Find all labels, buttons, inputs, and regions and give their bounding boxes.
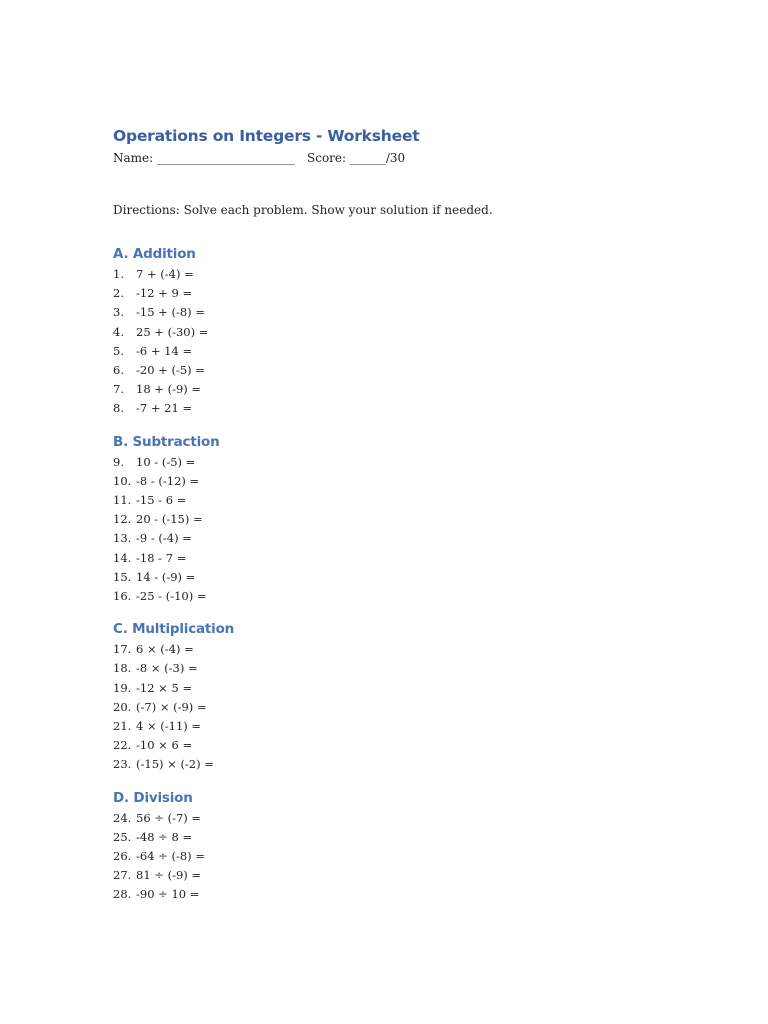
problem-list	[113, 640, 673, 774]
problem-expression: -18 - 7 =	[136, 550, 187, 565]
problem-number: 27.	[113, 868, 132, 883]
problem-number: 17.	[113, 642, 132, 657]
section-heading-addition: A. Addition	[113, 246, 196, 262]
problem-item	[113, 529, 673, 548]
problem-number: 18.	[113, 661, 132, 676]
problem-number: 11.	[113, 493, 132, 508]
problem-list	[113, 809, 673, 905]
page-title: Operations on Integers - Worksheet	[113, 127, 420, 145]
problem-expression: 4 × (-11) =	[136, 719, 202, 734]
problem-expression: 10 - (-5) =	[136, 454, 196, 469]
problem-number: 13.	[113, 531, 132, 546]
problem-item	[113, 342, 673, 361]
problem-item	[113, 491, 673, 510]
problem-sections	[113, 245, 673, 905]
problem-expression: -25 - (-10) =	[136, 589, 207, 604]
problem-number: 23.	[113, 757, 132, 772]
problem-item	[113, 659, 673, 678]
problem-number: 2.	[113, 286, 124, 301]
problem-number: 15.	[113, 569, 132, 584]
problem-item	[113, 568, 673, 587]
problem-expression: 6 × (-4) =	[136, 642, 194, 657]
problem-number: 7.	[113, 382, 124, 397]
problem-expression: -6 + 14 =	[136, 343, 193, 358]
name-field-label: Name: _______________________	[113, 151, 295, 165]
problem-expression: 18 + (-9) =	[136, 382, 202, 397]
problem-number: 22.	[113, 738, 132, 753]
problem-expression: -90 ÷ 10 =	[136, 887, 200, 902]
section-subtraction	[113, 433, 673, 607]
problem-number: 28.	[113, 887, 132, 902]
problem-expression: -48 ÷ 8 =	[136, 829, 193, 844]
problem-item	[113, 587, 673, 606]
problem-item	[113, 549, 673, 568]
problem-item	[113, 847, 673, 866]
problem-number: 3.	[113, 305, 124, 320]
problem-item	[113, 755, 673, 774]
section-heading-subtraction: B. Subtraction	[113, 433, 220, 450]
problem-item	[113, 323, 673, 342]
problem-number: 19.	[113, 680, 132, 695]
problem-expression: 56 ÷ (-7) =	[136, 810, 202, 825]
problem-number: 12.	[113, 512, 132, 527]
problem-number: 5.	[113, 343, 124, 358]
section-heading-division: D. Division	[113, 789, 193, 806]
problem-number: 20.	[113, 699, 132, 714]
problem-expression: -8 - (-12) =	[136, 473, 200, 488]
section-heading-multiplication: C. Multiplication	[113, 621, 235, 638]
problem-item	[113, 679, 673, 698]
problem-expression: -64 ÷ (-8) =	[136, 849, 205, 864]
problem-expression: 20 - (-15) =	[136, 512, 203, 527]
section-addition	[113, 245, 673, 419]
problem-expression: -20 + (-5) =	[136, 363, 205, 378]
problem-item	[113, 453, 673, 472]
problem-expression: -7 + 21 =	[136, 401, 193, 416]
problem-item	[113, 399, 673, 418]
problem-item	[113, 361, 673, 380]
section-division	[113, 789, 673, 905]
problem-item	[113, 284, 673, 303]
problem-item	[113, 736, 673, 755]
problem-number: 16.	[113, 589, 132, 604]
name-score-line	[113, 149, 673, 167]
problem-number: 10.	[113, 473, 132, 488]
problem-item	[113, 472, 673, 491]
problem-item	[113, 717, 673, 736]
problem-number: 9.	[113, 454, 124, 469]
problem-number: 4.	[113, 324, 124, 339]
problem-number: 25.	[113, 829, 132, 844]
problem-item	[113, 510, 673, 529]
problem-list	[113, 265, 673, 419]
problem-item	[113, 303, 673, 322]
problem-expression: (-15) × (-2) =	[136, 757, 214, 772]
problem-expression: 7 + (-4) =	[136, 267, 194, 281]
problem-list	[113, 453, 673, 607]
section-multiplication	[113, 620, 673, 774]
problem-expression: -10 × 6 =	[136, 738, 193, 753]
problem-item	[113, 885, 673, 904]
problem-expression: -8 × (-3) =	[136, 661, 198, 676]
problem-item	[113, 809, 673, 828]
problem-item	[113, 828, 673, 847]
problem-expression: (-7) × (-9) =	[136, 699, 207, 714]
problem-number: 8.	[113, 401, 124, 416]
problem-item	[113, 866, 673, 885]
directions-text: Directions: Solve each problem. Show your solution if needed.	[113, 203, 493, 217]
problem-expression: 14 - (-9) =	[136, 569, 196, 584]
problem-item	[113, 698, 673, 717]
problem-number: 21.	[113, 719, 132, 734]
problem-expression: -12 + 9 =	[136, 286, 193, 301]
problem-number: 24.	[113, 810, 132, 825]
problem-number: 6.	[113, 363, 124, 378]
problem-expression: 25 + (-30) =	[136, 324, 209, 339]
problem-item	[113, 640, 673, 659]
problem-number: 14.	[113, 550, 132, 565]
score-field-label: Score: ______/30	[307, 151, 406, 165]
problem-expression: -12 × 5 =	[136, 680, 193, 695]
problem-number: 26.	[113, 849, 132, 864]
problem-expression: -15 + (-8) =	[136, 305, 205, 320]
problem-number: 1.	[113, 267, 124, 281]
problem-item	[113, 380, 673, 399]
worksheet-page	[113, 126, 673, 905]
problem-expression: 81 ÷ (-9) =	[136, 868, 202, 883]
problem-expression: -15 - 6 =	[136, 493, 187, 508]
problem-expression: -9 - (-4) =	[136, 531, 192, 546]
problem-item	[113, 265, 673, 284]
